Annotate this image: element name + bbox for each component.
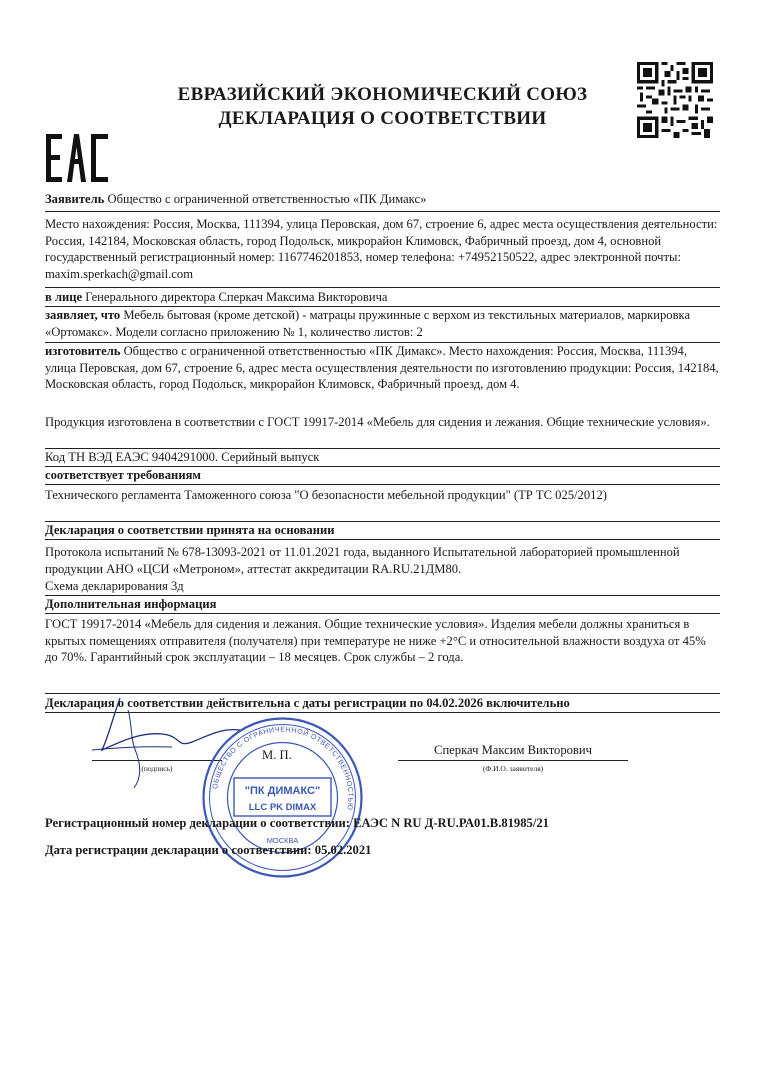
address-block: Место нахождения: Россия, Москва, 111394, улица Перовская, дом 67, строение 6, адрес места осуществления деятельности: Россия, 142184, Московская область, город Подольск, микрорайон Климовск, Фабричный проезд, дом 4, основной государственный регистрационный номер: 1167746201853, номер телефона: +74952150522, адрес электронной почты: maxim.sperkach@gmail.com — [45, 217, 718, 281]
registration-date-value: 05.02.2021 — [311, 843, 372, 857]
declares-block — [45, 307, 720, 340]
declaration-title: ДЕКЛАРАЦИЯ О СООТВЕТСТВИИ — [218, 108, 547, 129]
stamp-company-latin: LLC PK DIMAX — [248, 802, 317, 813]
registration-number-line — [45, 815, 720, 832]
manufacturer-value: Общество с ограниченной ответственностью «ПК Димакс». Место нахождения: Россия, Москва, 111394, улица Перовская, дом 67, строение 6, адрес места осуществления деятельности по изготовлению продукции: Россия, 142184, Московская область, город Подольск, микрорайон Климовск, Фабричный проезд, дом 4. — [45, 344, 719, 392]
signature-caption: (подпись) — [141, 764, 173, 773]
divider — [45, 211, 720, 212]
manufacturer-label: изготовитель — [45, 344, 121, 358]
applicant-value: Общество с ограниченной ответственностью «ПК Димакс» — [104, 192, 427, 206]
divider — [45, 287, 720, 288]
manufacturer-block — [45, 343, 720, 393]
divider — [45, 613, 720, 614]
stamp-city: МОСКВА — [266, 836, 299, 845]
stamp-ring-text: ОБЩЕСТВО С ОГРАНИЧЕННОЙ ОТВЕТСТВЕННОСТЬЮ — [212, 726, 354, 811]
validity-line: Декларация о соответствии действительна с даты регистрации по 04.02.2026 включительно — [45, 696, 570, 710]
eac-logo — [44, 133, 110, 183]
declares-value: Мебель бытовая (кроме детской) - матрацы пружинные с верхом из текстильных материалов, маркировка «Ортомакс». Модели согласно приложению № 1, количество листов: 2 — [45, 308, 691, 339]
divider — [45, 539, 720, 540]
signer-caption: (Ф.И.О. заявителя) — [482, 764, 544, 773]
union-title: ЕВРАЗИЙСКИЙ ЭКОНОМИЧЕСКИЙ СОЮЗ — [177, 84, 588, 105]
applicant-line — [45, 191, 720, 208]
conforms-text: Технического регламента Таможенного союза "О безопасности мебельной продукции" (ТР ТС 025/2012) — [45, 488, 607, 502]
signer-name: Сперкач Максим Викторович — [434, 743, 592, 757]
basis-text: Протокола испытаний № 678-13093-2021 от 11.01.2021 года, выданного Испытательной лабораторией промышленной продукции АНО «ЦСИ «Метроном», аттестат аккредитации RA.RU.21ДМ80. — [45, 545, 680, 576]
divider — [45, 484, 720, 485]
person-line — [45, 289, 720, 306]
additional-text: ГОСТ 19917-2014 «Мебель для сидения и лежания. Общие технические условия». Изделия мебели должны храниться в крытых помещениях отправителя (получателя) при температуре не ниже +2°С и относительной влажности воздуха от 45% до 70%. Гарантийный срок эксплуатации – 18 месяцев. Срок службы – 2 года. — [45, 617, 706, 665]
declares-label: заявляет, что — [45, 308, 121, 322]
person-value: Генерального директора Сперкач Максима Викторовича — [82, 290, 388, 304]
basis-label: Декларация о соответствии принята на основании — [45, 523, 335, 537]
registration-number-label: Регистрационный номер декларации о соответствии: — [45, 816, 350, 830]
signer-line — [398, 760, 628, 761]
person-label: в лице — [45, 290, 83, 304]
standard-block: Продукция изготовлена в соответствии с ГОСТ 19917-2014 «Мебель для сидения и лежания. Общие технические условия». — [45, 415, 710, 429]
applicant-label: Заявитель — [45, 192, 105, 206]
seal-place-label: М. П. — [262, 748, 292, 762]
conforms-label: соответствует требованиям — [45, 468, 201, 482]
qr-code-icon — [637, 62, 713, 138]
registration-number-value: ЕАЭС N RU Д-RU.РА01.В.81985/21 — [349, 816, 549, 830]
registration-date-line — [45, 842, 720, 859]
registration-date-label: Дата регистрации декларации о соответствии: — [45, 843, 312, 857]
code-line: Код ТН ВЭД ЕАЭС 9404291000. Серийный выпуск — [45, 450, 320, 464]
stamp-company-name: "ПК ДИМАКС" — [244, 785, 321, 797]
additional-label: Дополнительная информация — [45, 597, 217, 611]
scheme-line: Схема декларирования 3д — [45, 579, 184, 593]
